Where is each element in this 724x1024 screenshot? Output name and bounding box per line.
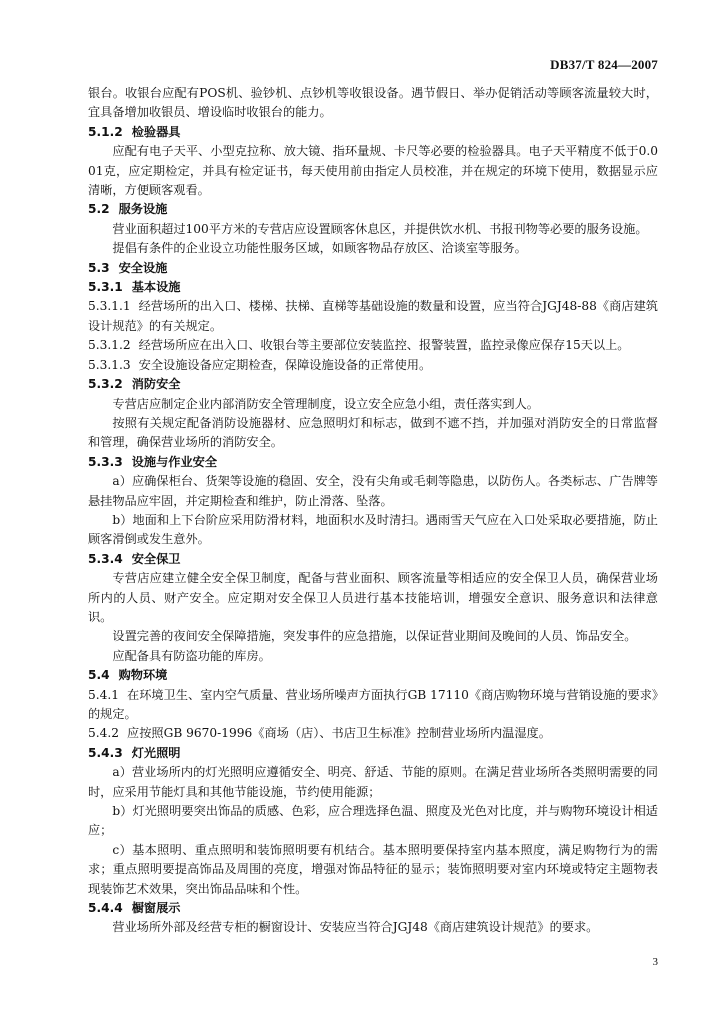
list-item: a）营业场所内的灯光照明应遵循安全、明亮、舒适、节能的原则。在满足营业场所各类照明需要的同时，应采用节能灯具和其他节能设施，节约使用能源； (88, 765, 658, 799)
paragraph-text: 安全设施设备应定期检查，保障设施设备的正常使用。 (138, 357, 432, 372)
paragraph-text: 经营场所应在出入口、收银台等主要部位安装监控、报警装置，监控录像应保存15天以上。 (138, 338, 630, 353)
list-item: b）灯光照明要突出饰品的质感、色彩，应合理选择色温、照度及光色对比度，并与购物环境设计相适应； (88, 804, 658, 838)
section-title: 检验器具 (131, 124, 181, 139)
section-heading-5-4-3 (88, 744, 658, 763)
paragraph-number: 5.3.1.3 (88, 357, 131, 372)
paragraph-text: 经营场所的出入口、楼梯、扶梯、直梯等基础设施的数量和设置，应当符合JGJ48-88《商店建筑设计规范》的有关规定。 (88, 299, 658, 333)
section-title: 服务设施 (118, 202, 168, 217)
paragraph-number: 5.4.2 (88, 726, 120, 741)
list-item: b）地面和上下台阶应采用防滑材料，地面积水及时清扫。遇雨雪天气应在入口处采取必要措施，防止顾客滑倒或发生意外。 (88, 512, 658, 547)
paragraph: 专营店应建立健全安全保卫制度，配备与营业面积、顾客流量等相适应的安全保卫人员，确保营业场所内的人员、财产安全。应定期对安全保卫人员进行基本技能培训，增强安全意识、服务意识和法律意识。 (88, 571, 658, 624)
paragraph: 应配备具有防盗功能的库房。 (112, 648, 271, 663)
section-title: 灯光照明 (131, 745, 181, 760)
section-number: 5.4 (88, 668, 110, 683)
section-title: 设施与作业安全 (131, 454, 218, 469)
paragraph: 营业场所外部及经营专柜的橱窗设计、安装应当符合JGJ48《商店建筑设计规范》的要求。 (112, 920, 599, 935)
section-number: 5.4.3 (88, 745, 123, 760)
paragraph: 设置完善的夜间安全保障措施，突发事件的应急措施，以保证营业期间及晚间的人员、饰品安全。 (112, 629, 637, 644)
section-title: 消防安全 (131, 377, 181, 392)
section-number: 5.1.2 (88, 124, 123, 139)
section-number: 5.3 (88, 260, 110, 275)
paragraph: 专营店应制定企业内部消防安全管理制度，设立安全应急小组，责任落实到人。 (112, 396, 539, 411)
paragraph-number: 5.3.1.1 (88, 299, 131, 314)
numbered-paragraph (88, 724, 658, 743)
list-item: a）应确保柜台、货架等设施的稳固、安全，没有尖角或毛刺等隐患，以防伤人。各类标志、广告牌等悬挂物品应牢固，并定期检查和维护，防止滑落、坠落。 (88, 474, 658, 508)
paragraph-number: 5.4.1 (88, 687, 120, 702)
section-heading-5-3-1 (88, 278, 658, 297)
section-heading-5-3 (88, 259, 658, 278)
paragraph: 提倡有条件的企业设立功能性服务区域，如顾客物品存放区、洽谈室等服务。 (112, 241, 527, 256)
section-number: 5.4.4 (88, 901, 123, 916)
document-code: DB37/T 824—2007 (550, 57, 658, 72)
paragraph: 应配有电子天平、小型克拉称、放大镜、指环量规、卡尺等必要的检验器具。电子天平精度不低于0.001克，应定期检定，并具有检定证书，每天使用前由指定人员校准，并在规定的环境下使用，数据显示应清晰，方便顾客观看。 (88, 144, 658, 198)
document-body (88, 84, 658, 938)
numbered-paragraph (88, 297, 658, 336)
paragraph-text: 在环境卫生、室内空气质量、营业场所噪声方面执行GB 17110《商店购物环境与营销设施的要求》的规定。 (88, 687, 658, 721)
numbered-paragraph (88, 336, 658, 355)
paragraph: 营业面积超过100平方米的专营店应设置顾客休息区，并提供饮水机、书报刊物等必要的服务设施。 (112, 221, 648, 236)
paragraph-text: 应按照GB 9670-1996《商场（店）、书店卫生标准》控制营业场所内温湿度。 (127, 726, 551, 741)
list-item: c）基本照明、重点照明和装饰照明要有机结合。基本照明要保持室内基本照度，满足购物行为的需求；重点照明要提高饰品及周围的亮度，增强对饰品特征的显示；装饰照明要对室内环境或特定主题物表现装饰艺术效果，突出饰品品味和个性。 (88, 842, 658, 896)
paragraph-number: 5.3.1.2 (88, 338, 131, 353)
section-heading-5-3-3 (88, 453, 658, 472)
paragraph: 按照有关规定配备消防设施器材、应急照明灯和标志，做到不遮不挡，并加强对消防安全的日常监督和管理，确保营业场所的消防安全。 (88, 415, 658, 450)
section-heading-5-4 (88, 666, 658, 685)
section-heading-5-4-4 (88, 899, 658, 918)
section-title: 基本设施 (131, 280, 181, 295)
section-number: 5.2 (88, 202, 110, 217)
section-number: 5.3.1 (88, 280, 123, 295)
section-title: 安全保卫 (131, 551, 181, 566)
section-title: 购物环境 (118, 668, 168, 683)
section-title: 橱窗展示 (131, 901, 181, 916)
section-heading-5-3-4 (88, 550, 658, 569)
section-number: 5.3.3 (88, 454, 123, 469)
section-heading-5-2 (88, 200, 658, 219)
paragraph: 银台。收银台应配有POS机、验钞机、点钞机等收银设备。遇节假日、举办促销活动等顾客流量较大时，宜具备增加收银员、增设临时收银台的能力。 (88, 86, 658, 120)
page-number: 3 (652, 956, 658, 968)
section-number: 5.3.4 (88, 551, 123, 566)
section-heading-5-3-2 (88, 375, 658, 394)
section-title: 安全设施 (118, 260, 168, 275)
section-heading-5-1-2 (88, 123, 658, 142)
numbered-paragraph (88, 356, 658, 375)
section-number: 5.3.2 (88, 377, 123, 392)
numbered-paragraph (88, 686, 658, 725)
